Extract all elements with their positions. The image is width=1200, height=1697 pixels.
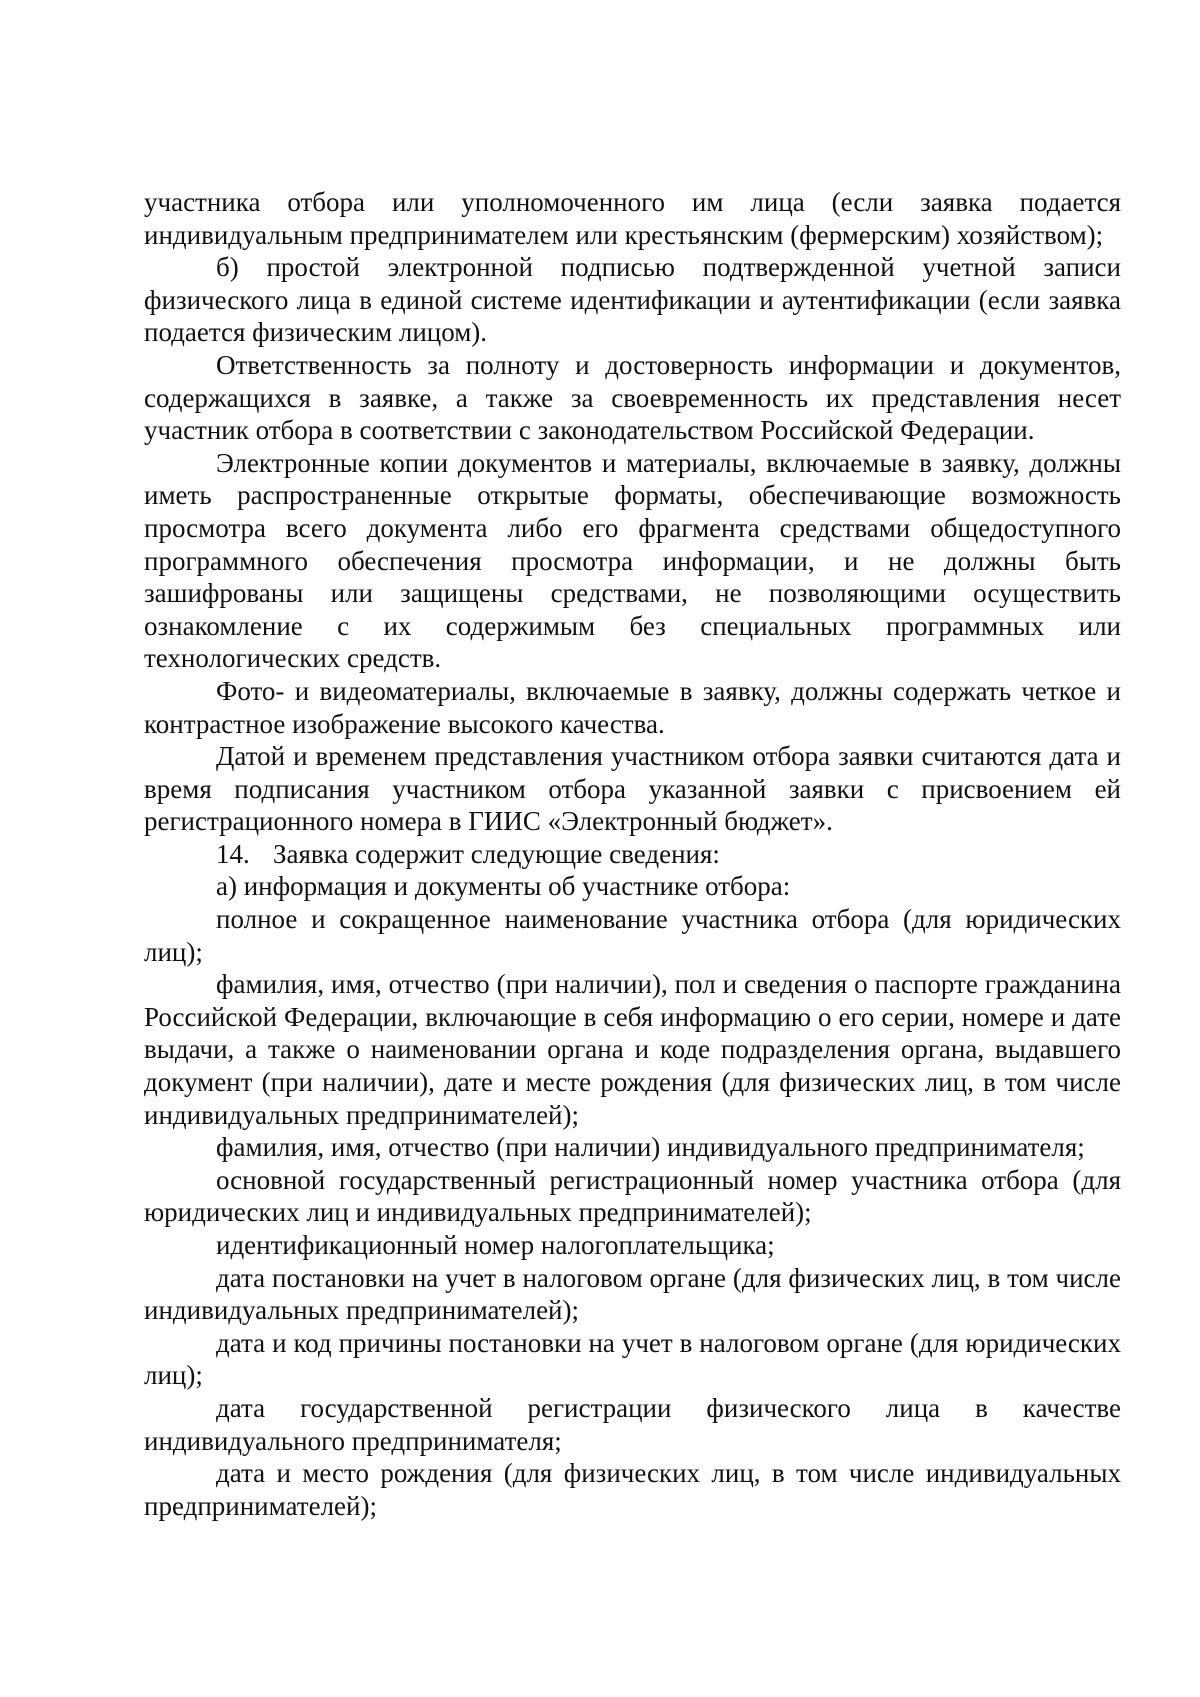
paragraph-simple-signature: б) простой электронной подписью подтвержденной учетной записи физического лица в единой системе идентификации и аутентификации (если заявка подается физическим лицом). bbox=[144, 252, 1121, 348]
list-item: идентификационный номер налогоплательщика; bbox=[216, 1230, 775, 1260]
list-item: дата постановки на учет в налоговом органе (для физических лиц, в том числе индивидуальных предпринимателей); bbox=[144, 1262, 1121, 1326]
paragraph-submission-date: Датой и временем представления участником отбора заявки считаются дата и время подписания участником отбора указанной заявки с присвоением ей регистрационного номера в ГИИС «Электронный бюджет». bbox=[144, 741, 1121, 837]
list-item: дата государственной регистрации физического лица в качестве индивидуального предпринимателя; bbox=[144, 1392, 1121, 1456]
list-item: основной государственный регистрационный номер участника отбора (для юридических лиц и индивидуальных предпринимателей); bbox=[144, 1164, 1121, 1228]
paragraph-photo-video: Фото- и видеоматериалы, включаемые в заявку, должны содержать четкое и контрастное изображение высокого качества. bbox=[144, 675, 1121, 739]
document-page bbox=[144, 186, 1121, 1522]
section-heading bbox=[144, 838, 1121, 871]
section-number: 14. bbox=[216, 838, 250, 869]
list-item: а) информация и документы об участнике отбора: bbox=[216, 871, 791, 902]
section-text: Заявка содержит следующие сведения: bbox=[273, 838, 720, 869]
paragraph-signature-continuation: участника отбора или уполномоченного им лица (если заявка подается индивидуальным предпринимателем или крестьянским (фермерским) хозяйством); bbox=[144, 187, 1121, 250]
list-item: дата и место рождения (для физических лиц, в том числе индивидуальных предпринимателей); bbox=[144, 1458, 1121, 1521]
list-item: дата и код причины постановки на учет в налоговом органе (для юридических лиц); bbox=[144, 1327, 1121, 1391]
list-item: полное и сокращенное наименование участника отбора (для юридических лиц); bbox=[144, 904, 1121, 967]
list-item: фамилия, имя, отчество (при наличии) индивидуального предпринимателя; bbox=[216, 1132, 1085, 1163]
list-item: фамилия, имя, отчество (при наличии), пол и сведения о паспорте гражданина Российской Федерации, включающие в себя информацию о его серии, номере и дате выдачи, а также о наименовании органа и коде подразделения органа, выдавшего документ (при наличии), дате и месте рождения (для физических лиц, в том числе индивидуальных предпринимателей); bbox=[144, 969, 1121, 1130]
paragraph-responsibility: Ответственность за полноту и достоверность информации и документов, содержащихся в заявке, а также за своевременность их представления несет участник отбора в соответствии с законодательством Российской Федерации. bbox=[144, 349, 1121, 446]
paragraph-electronic-copies: Электронные копии документов и материалы, включаемые в заявку, должны иметь распространенные открытые форматы, обеспечивающие возможность просмотра всего документа либо его фрагмента средствами общедоступного программного обеспечения просмотра информации, и не должны быть зашифрованы или защищены средствами, не позволяющими осуществить ознакомление с их содержимым без специальных программных или технологических средств. bbox=[144, 447, 1121, 674]
